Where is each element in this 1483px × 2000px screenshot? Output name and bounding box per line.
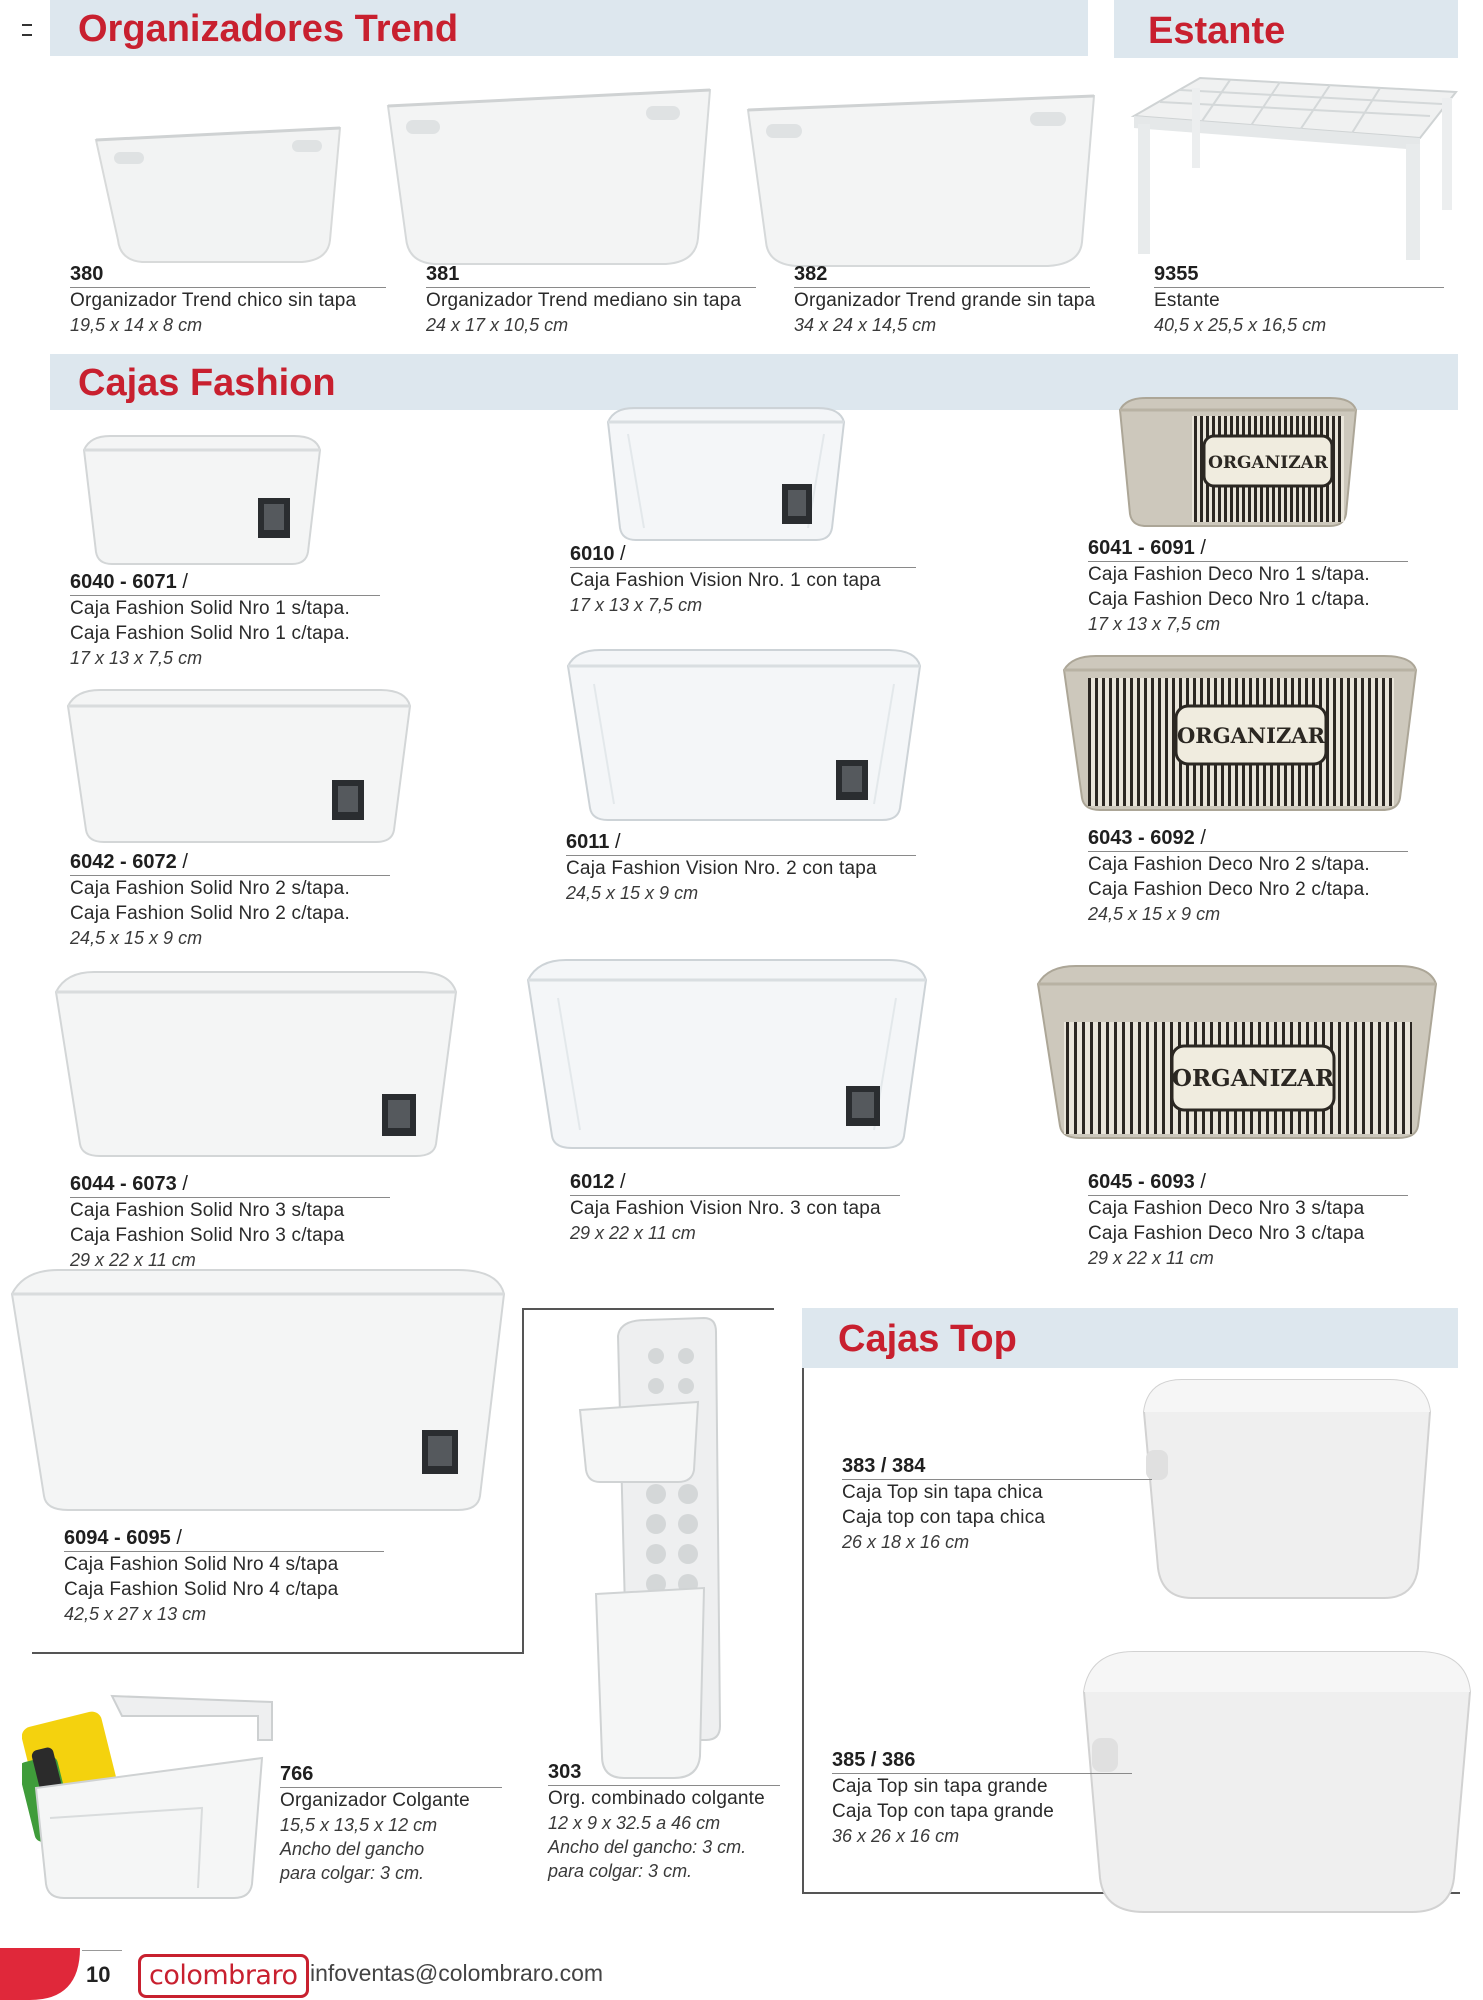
fashion-solid-1-image: [80, 432, 324, 568]
product-dimensions: 29 x 22 x 11 cm: [1088, 1248, 1214, 1268]
product-code-text: 303: [548, 1761, 582, 1783]
product-code: [842, 1454, 1152, 1480]
product-description: Caja Fashion Solid Nro 1 s/tapa.: [70, 598, 350, 619]
product-code: [570, 1170, 900, 1196]
product-description: Caja Fashion Solid Nro 2 s/tapa.: [70, 878, 350, 899]
product-6010: [570, 542, 916, 617]
organizer-trend-medium-image: [384, 76, 714, 272]
product-code: [832, 1748, 1132, 1774]
deco-3-label: ORGANIZAR: [1171, 1065, 1335, 1092]
product-code-text: 381: [426, 263, 460, 285]
product-code-text: 380: [70, 263, 104, 285]
product-dimensions: Ancho del gancho: [280, 1839, 425, 1859]
product-6044-6073: [70, 1172, 390, 1272]
footer-email-link[interactable]: infoventas@colombraro.com: [310, 1960, 604, 1986]
product-description: Caja Top con tapa grande: [832, 1801, 1055, 1822]
product-382: [794, 262, 1096, 337]
product-code: [1088, 1170, 1408, 1196]
product-dimensions: 24,5 x 15 x 9 cm: [70, 928, 203, 948]
product-description: Caja Top sin tapa chica: [842, 1482, 1043, 1503]
product-6042-6072: [70, 850, 390, 950]
product-dimensions: 34 x 24 x 14,5 cm: [794, 315, 937, 335]
product-description: Caja Fashion Vision Nro. 2 con tapa: [566, 858, 877, 879]
product-description: Organizador Trend mediano sin tapa: [426, 290, 742, 311]
product-code-slash: /: [170, 1527, 182, 1549]
product-code-text: 6010: [570, 543, 615, 565]
product-code-text: 6044 - 6073: [70, 1173, 177, 1195]
product-code-slash: /: [176, 851, 188, 873]
product-6045-6093: [1088, 1170, 1408, 1270]
product-description: Caja Fashion Vision Nro. 1 con tapa: [570, 570, 881, 591]
product-description: Organizador Trend chico sin tapa: [70, 290, 357, 311]
product-dimensions: para colgar: 3 cm.: [280, 1863, 425, 1883]
product-6011: [566, 830, 916, 905]
product-dimensions: para colgar: 3 cm.: [548, 1861, 693, 1881]
product-code-text: 9355: [1154, 263, 1199, 285]
product-code: [1088, 826, 1408, 852]
product-dimensions: 19,5 x 14 x 8 cm: [70, 315, 203, 335]
product-385-386: [832, 1748, 1132, 1848]
product-code-slash: /: [176, 1173, 188, 1195]
top-section-title: Cajas Top: [838, 1318, 1017, 1360]
product-description: Caja Fashion Vision Nro. 3 con tapa: [570, 1198, 881, 1219]
product-dimensions: 17 x 13 x 7,5 cm: [1088, 614, 1221, 634]
estante-section-title: Estante: [1148, 10, 1286, 52]
fashion-deco-1-image: [1116, 394, 1360, 530]
product-dimensions: 24,5 x 15 x 9 cm: [566, 883, 699, 903]
product-dimensions: 24,5 x 15 x 9 cm: [1088, 904, 1221, 924]
product-code-slash: /: [614, 1171, 626, 1193]
deco-2-label: ORGANIZAR: [1176, 723, 1326, 748]
product-description: Org. combinado colgante: [548, 1788, 765, 1809]
fashion-vision-1-image: [604, 404, 848, 546]
fashion-vision-2-image: [564, 644, 924, 826]
product-dimensions: 17 x 13 x 7,5 cm: [570, 595, 703, 615]
product-code: [70, 262, 386, 288]
product-code-text: 6011: [566, 831, 610, 853]
product-code: [794, 262, 1090, 288]
product-code-text: 6094 - 6095: [64, 1527, 171, 1549]
product-766: [280, 1762, 502, 1885]
product-code-text: 6043 - 6092: [1088, 827, 1195, 849]
product-code: [566, 830, 916, 856]
product-code: [70, 1172, 390, 1198]
organizer-trend-small-image: [90, 112, 350, 272]
product-dimensions: 29 x 22 x 11 cm: [70, 1250, 196, 1270]
product-code-slash: /: [1194, 1171, 1206, 1193]
footer-red-tab: [0, 1948, 80, 2000]
product-code-slash: /: [176, 571, 188, 593]
product-description: Caja Fashion Solid Nro 2 c/tapa.: [70, 903, 350, 924]
product-description: Caja Fashion Solid Nro 3 s/tapa: [70, 1200, 345, 1221]
product-code: [570, 542, 916, 568]
product-description: Caja Fashion Solid Nro 1 c/tapa.: [70, 623, 350, 644]
product-code-text: 6045 - 6093: [1088, 1171, 1195, 1193]
product-6043-6092: [1088, 826, 1408, 926]
product-dimensions: 42,5 x 27 x 13 cm: [64, 1604, 207, 1624]
product-description: Caja Fashion Solid Nro 3 c/tapa: [70, 1225, 345, 1246]
product-description: Caja Fashion Deco Nro 2 s/tapa.: [1088, 854, 1370, 875]
fashion-vision-3-image: [524, 954, 930, 1154]
product-dimensions: 40,5 x 25,5 x 16,5 cm: [1154, 315, 1327, 335]
product-code: [548, 1760, 780, 1786]
product-6041-6091: [1088, 536, 1408, 636]
fashion-section-title: Cajas Fashion: [78, 362, 336, 404]
product-code: [280, 1762, 502, 1788]
product-code-text: 385 / 386: [832, 1749, 916, 1771]
fashion-solid-2-image: [64, 684, 414, 846]
product-code: [1154, 262, 1444, 288]
footer-divider: [82, 1950, 122, 1951]
product-code-slash: /: [609, 831, 621, 853]
divider-frame-top-line: [522, 1308, 774, 1310]
product-dimensions: 29 x 22 x 11 cm: [570, 1223, 696, 1243]
product-dimensions: 17 x 13 x 7,5 cm: [70, 648, 203, 668]
product-code-text: 6041 - 6091: [1088, 537, 1195, 559]
product-description: Caja Fashion Deco Nro 3 s/tapa: [1088, 1198, 1365, 1219]
product-dimensions: 24 x 17 x 10,5 cm: [426, 315, 569, 335]
product-code: [64, 1526, 384, 1552]
menu-icon[interactable]: [22, 24, 32, 36]
product-code-text: 6040 - 6071: [70, 571, 177, 593]
product-code: [1088, 536, 1408, 562]
product-code: [426, 262, 756, 288]
product-381: [426, 262, 756, 337]
footer-page-number: 10: [86, 1962, 111, 1987]
fashion-solid-3-image: [52, 966, 460, 1162]
product-code-text: 766: [280, 1763, 314, 1785]
product-303: [548, 1760, 780, 1883]
product-383-384: [842, 1454, 1152, 1554]
product-code: [70, 850, 390, 876]
product-description: Caja Top sin tapa grande: [832, 1776, 1048, 1797]
product-code-slash: /: [1194, 537, 1206, 559]
organizer-trend-large-image: [744, 82, 1098, 272]
product-6012: [570, 1170, 900, 1245]
hanging-organizer-image: [22, 1688, 282, 1904]
fashion-deco-2-image: [1060, 652, 1420, 814]
product-dimensions: 15,5 x 13,5 x 12 cm: [280, 1815, 438, 1835]
product-code-text: 383 / 384: [842, 1455, 926, 1477]
product-dimensions: 12 x 9 x 32.5 a 46 cm: [548, 1813, 721, 1833]
product-dimensions: 36 x 26 x 16 cm: [832, 1826, 960, 1846]
product-dimensions: 26 x 18 x 16 cm: [842, 1532, 970, 1552]
product-code-text: 6012: [570, 1171, 615, 1193]
product-description: Caja Fashion Solid Nro 4 c/tapa: [64, 1579, 339, 1600]
product-code-text: 382: [794, 263, 828, 285]
trend-section-title: Organizadores Trend: [78, 8, 459, 50]
product-description: Caja Fashion Deco Nro 3 c/tapa: [1088, 1223, 1365, 1244]
product-description: Caja Fashion Solid Nro 4 s/tapa: [64, 1554, 339, 1575]
caja-top-small-image: [1138, 1372, 1434, 1602]
product-description: Organizador Trend grande sin tapa: [794, 290, 1096, 311]
shelf-image: [1130, 72, 1460, 262]
product-code-slash: /: [1194, 827, 1206, 849]
hanging-combo-organizer-image: [576, 1316, 736, 1782]
product-description: Caja Fashion Deco Nro 1 s/tapa.: [1088, 564, 1370, 585]
product-380: [70, 262, 386, 337]
product-6040-6071: [70, 570, 380, 670]
product-code: [70, 570, 380, 596]
colombraro-logo[interactable]: colombraro: [138, 1954, 309, 1998]
deco-1-label: ORGANIZAR: [1208, 453, 1328, 473]
product-code-slash: /: [614, 543, 626, 565]
product-description: Organizador Colgante: [280, 1790, 470, 1811]
caja-top-large-image: [1078, 1642, 1474, 1918]
product-9355: [1154, 262, 1444, 337]
product-description: Estante: [1154, 290, 1220, 311]
fashion-solid-4-image: [8, 1264, 508, 1516]
product-dimensions: Ancho del gancho: 3 cm.: [548, 1837, 747, 1857]
product-6094-6095: [64, 1526, 384, 1626]
product-description: Caja top con tapa chica: [842, 1507, 1046, 1528]
product-description: Caja Fashion Deco Nro 2 c/tapa.: [1088, 879, 1370, 900]
product-code-text: 6042 - 6072: [70, 851, 177, 873]
product-description: Caja Fashion Deco Nro 1 c/tapa.: [1088, 589, 1370, 610]
fashion-deco-3-image: [1034, 962, 1440, 1144]
